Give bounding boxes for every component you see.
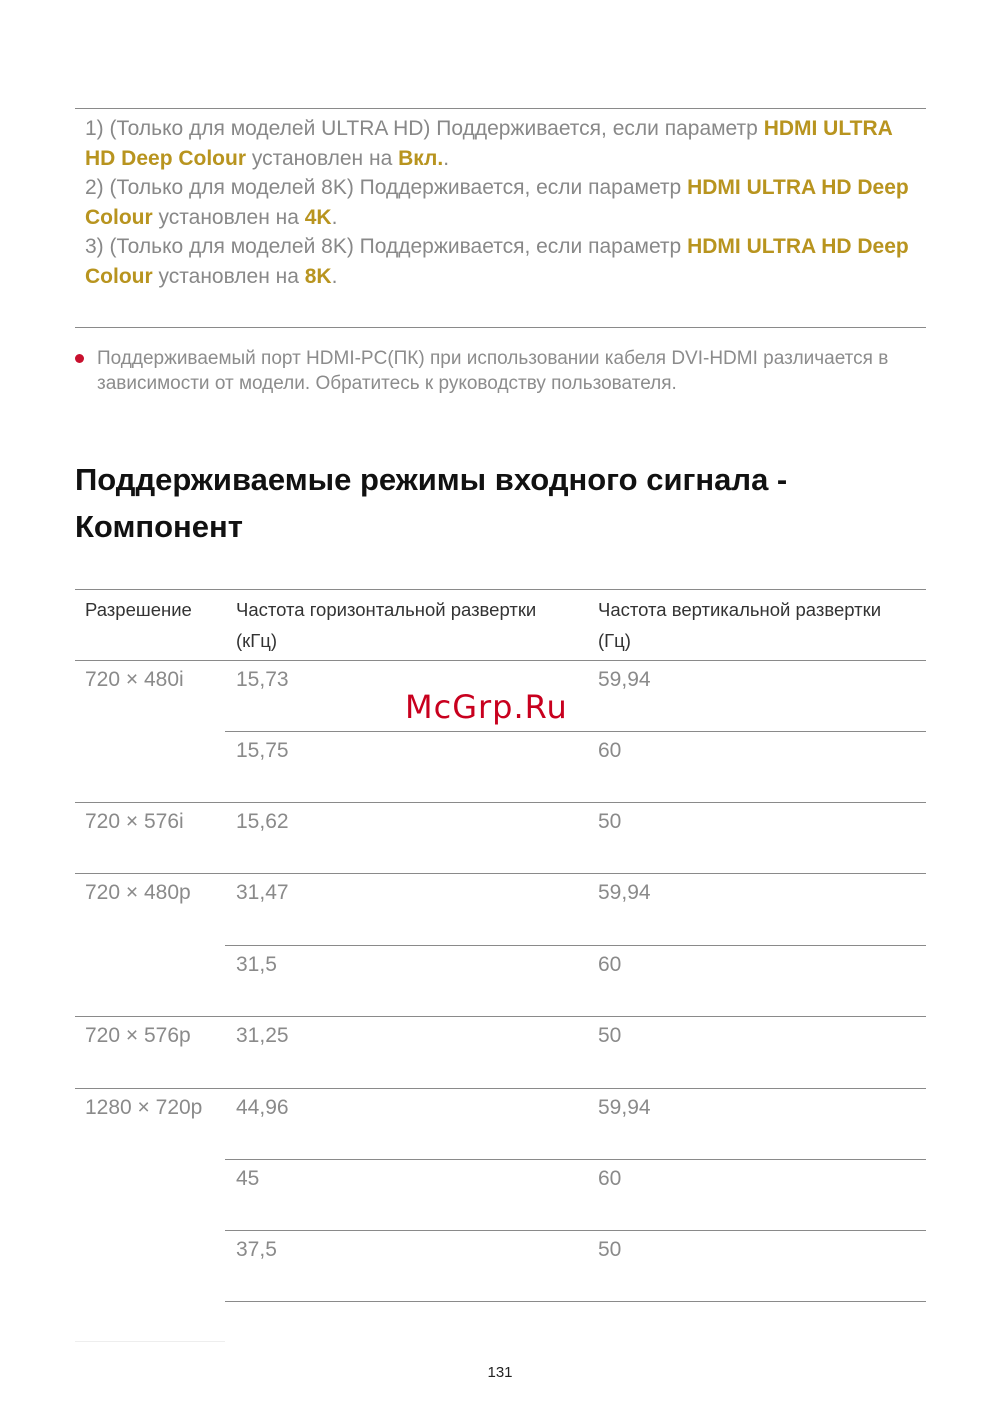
cell-vertical: 59,94 bbox=[598, 1096, 651, 1119]
watermark-logo: McGrp.Ru bbox=[405, 688, 568, 726]
cell-resolution: 720 × 480i bbox=[85, 668, 184, 691]
row-rule bbox=[225, 731, 926, 732]
table-bottom-rule bbox=[225, 1301, 926, 1302]
cell-horizontal: 15,73 bbox=[236, 668, 289, 691]
section-heading: Поддерживаемые режимы входного сигнала - Компонент bbox=[75, 462, 788, 544]
table-top-rule bbox=[75, 589, 926, 590]
cell-vertical: 60 bbox=[598, 953, 622, 976]
cell-vertical: 59,94 bbox=[598, 668, 651, 691]
note-text: Поддерживаемый порт HDMI-PC(ПК) при использовании кабеля DVI-HDMI различается в зависимости от модели. Обратитесь к руководству пользователя. bbox=[97, 348, 889, 394]
row-rule bbox=[225, 1230, 926, 1231]
cell-resolution: 720 × 576p bbox=[85, 1024, 191, 1047]
row-rule bbox=[75, 802, 926, 803]
cell-horizontal: 37,5 bbox=[236, 1238, 277, 1261]
note-item bbox=[75, 346, 895, 396]
footnote-3: 3) (Только для моделей 8K) Поддерживается, если параметр HDMI ULTRA HD Deep Colour установлен на 8K. bbox=[85, 235, 909, 288]
row-rule bbox=[75, 1016, 926, 1017]
row-rule bbox=[225, 1159, 926, 1160]
cell-vertical: 60 bbox=[598, 739, 622, 762]
header-vertical-frequency: Частота вертикальной развертки (Гц) bbox=[598, 599, 882, 651]
cell-horizontal: 44,96 bbox=[236, 1096, 289, 1119]
footer-rule bbox=[75, 1341, 225, 1342]
header-resolution: Разрешение bbox=[85, 599, 192, 620]
cell-vertical: 50 bbox=[598, 1024, 622, 1047]
footnotes-top-rule bbox=[75, 108, 926, 109]
cell-resolution: 720 × 576i bbox=[85, 810, 184, 833]
cell-vertical: 50 bbox=[598, 1238, 622, 1261]
cell-resolution: 720 × 480p bbox=[85, 881, 191, 904]
cell-horizontal: 15,62 bbox=[236, 810, 289, 833]
cell-horizontal: 31,25 bbox=[236, 1024, 289, 1047]
cell-horizontal: 15,75 bbox=[236, 739, 289, 762]
cell-resolution: 1280 × 720p bbox=[85, 1096, 203, 1119]
row-rule bbox=[225, 945, 926, 946]
footnote-1: 1) (Только для моделей ULTRA HD) Поддерживается, если параметр HDMI ULTRA HD Deep Colour установлен на Вкл.. bbox=[85, 117, 892, 170]
row-rule bbox=[75, 873, 926, 874]
header-rule bbox=[75, 660, 926, 661]
footnotes-bottom-rule bbox=[75, 327, 926, 328]
cell-horizontal: 31,5 bbox=[236, 953, 277, 976]
bullet-dot-icon bbox=[75, 354, 84, 363]
cell-vertical: 59,94 bbox=[598, 881, 651, 904]
footnotes bbox=[85, 114, 915, 291]
cell-vertical: 50 bbox=[598, 810, 622, 833]
header-horizontal-frequency: Частота горизонтальной развертки (кГц) bbox=[236, 599, 537, 651]
footnote-2: 2) (Только для моделей 8K) Поддерживается, если параметр HDMI ULTRA HD Deep Colour установлен на 4K. bbox=[85, 176, 909, 229]
cell-horizontal: 45 bbox=[236, 1167, 260, 1190]
page-number: 131 bbox=[487, 1364, 513, 1381]
cell-vertical: 60 bbox=[598, 1167, 622, 1190]
row-rule bbox=[75, 1088, 926, 1089]
cell-horizontal: 31,47 bbox=[236, 881, 289, 904]
